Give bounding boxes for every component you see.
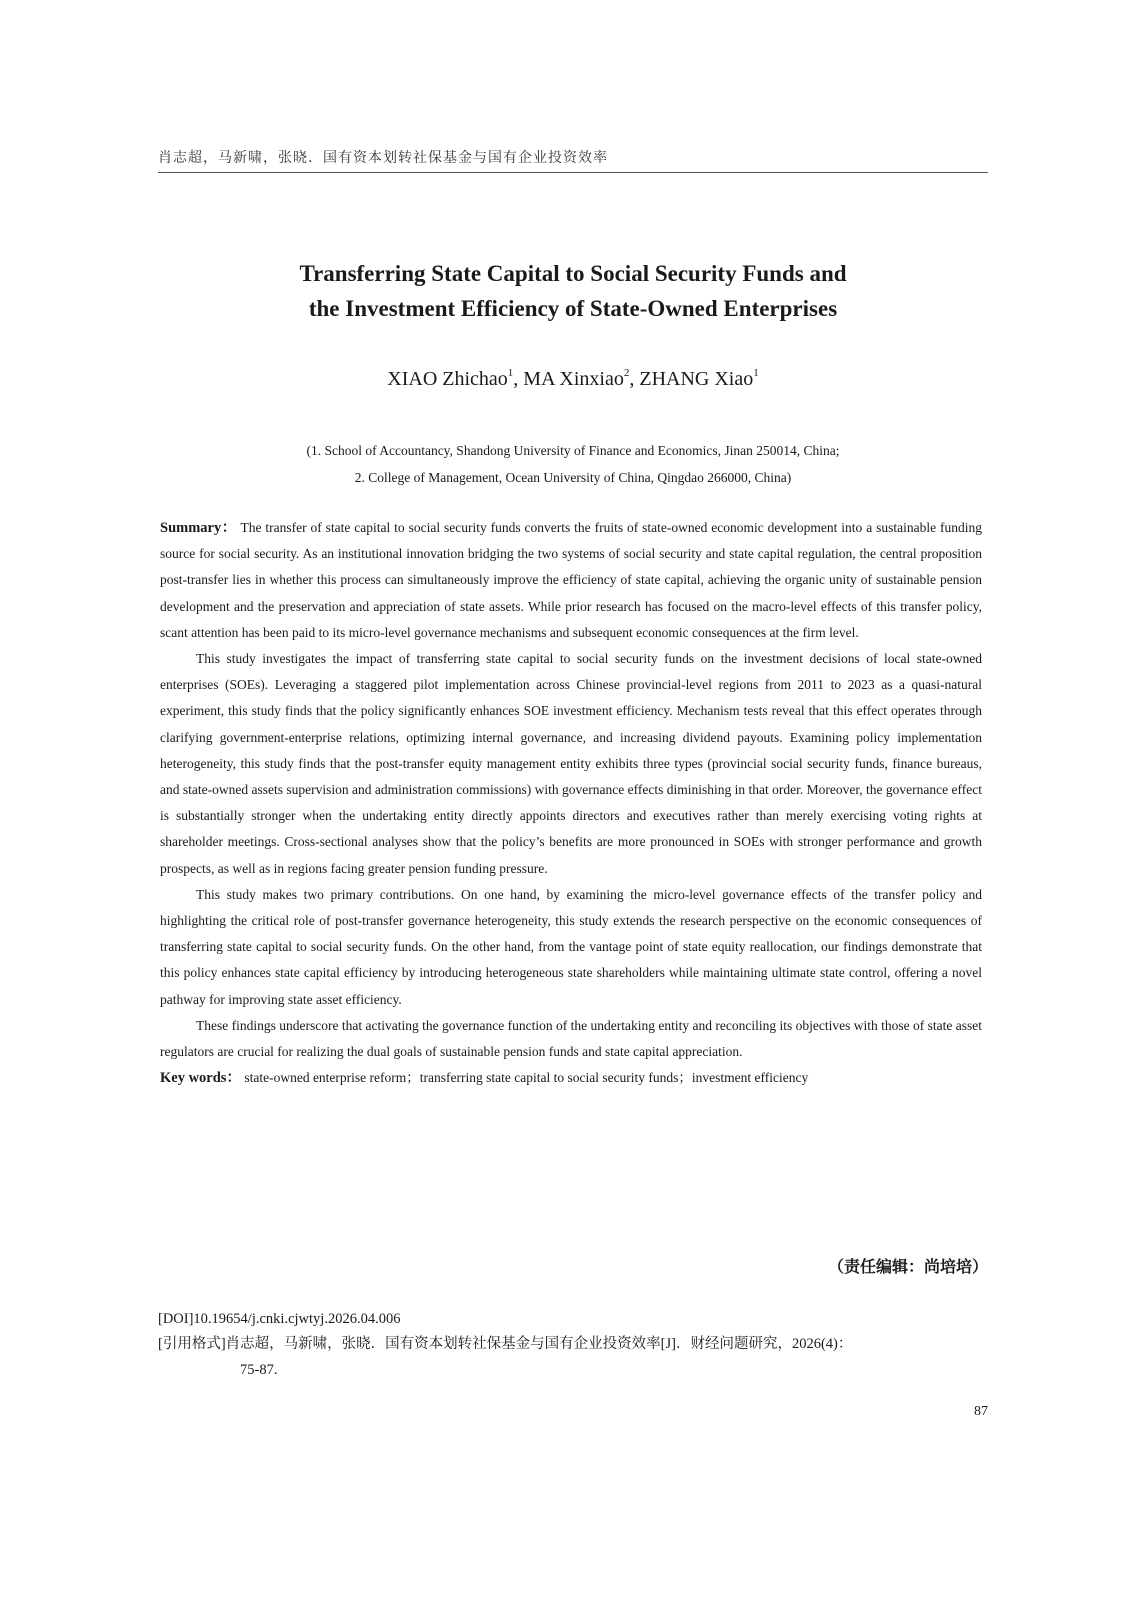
affiliation-line-1: (1. School of Accountancy, Shandong University of Finance and Economics, Jinan 250014, China; <box>306 443 840 458</box>
responsible-editor: （责任编辑：尚培培） <box>827 1257 988 1276</box>
author-affiliation-mark: 2 <box>623 367 630 379</box>
abstract-text: The transfer of state capital to social security funds converts the fruits of state-owned economic development into a sustainable funding source for social security. As an institutional innovation bridging the two systems of social security and state capital regulation, the central proposition post-transfer lies in whether this process can simultaneously improve the efficiency of state capital, achieving the organic unity of sustainable pension development and the preservation and appreciation of state assets. While prior research has focused on the macro-level effects of this transfer policy, scant attention has been paid to its micro-level governance mechanisms and subsequent economic consequences at the firm level. <box>160 520 982 640</box>
abstract-paragraph: This study investigates the impact of transferring state capital to social security funds on the investment decisions of local state-owned enterprises (SOEs). Leveraging a staggered pilot implementation across Chinese provincial-level regions from 2011 to 2023 as a quasi-natural experiment, this study finds that the policy significantly enhances SOE investment efficiency. Mechanism tests reveal that this effect operates through clarifying government-enterprise relations, optimizing internal governance, and increasing dividend payouts. Examining policy implementation heterogeneity, this study finds that the post-transfer equity management entity exhibits three types (provincial social security funds, finance bureaus, and state-owned assets supervision and administration commissions) with governance effects diminishing in that order. Moreover, the governance effect is substantially stronger when the undertaking entity directly appoints directors and executives rather than merely exercising voting rights at shareholder meetings. Cross-sectional analyses show that the policy’s benefits are more pronounced in SOEs with stronger performance and growth prospects, as well as in regions facing greater pension funding pressure. <box>160 651 982 876</box>
affiliation-line-2: 2. College of Management, Ocean University of China, Qingdao 266000, China) <box>354 470 792 485</box>
author-separator: , <box>513 368 524 390</box>
keywords <box>160 1065 982 1091</box>
abstract-paragraph <box>160 515 982 646</box>
keywords-text: state-owned enterprise reform；transferring state capital to social security funds；investment efficiency <box>244 1070 809 1086</box>
header-rule <box>158 172 988 173</box>
doi: [DOI]10.19654/j.cnki.cjwtyj.2026.04.006 <box>158 1311 401 1327</box>
author-name: ZHANG Xiao <box>639 368 754 390</box>
keywords-label: Key words： <box>160 1070 241 1087</box>
citation-line-2: 75-87. <box>240 1362 278 1378</box>
abstract <box>160 515 982 1091</box>
abstract-paragraph: These findings underscore that activating the governance function of the undertaking entity and reconciling its objectives with those of state asset regulators are crucial for realizing the dual goals of sustainable pension funds and state capital appreciation. <box>160 1017 982 1060</box>
citation-format <box>158 1331 988 1383</box>
abstract-paragraph: This study makes two primary contributions. On one hand, by examining the micro-level governance effects of the transfer policy and highlighting the critical role of post-transfer governance heterogeneity, this study extends the research perspective on the economic consequences of transferring state capital to social security funds. On the other hand, from the vantage point of state equity reallocation, our findings demonstrate that this policy enhances state capital efficiency by introducing heterogeneous state shareholders while maintaining ultimate state control, offering a novel pathway for improving state asset efficiency. <box>160 886 982 1007</box>
author-name: MA Xinxiao <box>523 368 624 390</box>
author-separator: , <box>629 368 640 390</box>
summary-label: Summary： <box>160 520 237 536</box>
author-affiliation-mark: 1 <box>507 367 514 379</box>
title-line-2: the Investment Efficiency of State-Owned Enterprises <box>308 296 838 321</box>
author-affiliation-mark: 1 <box>753 367 759 379</box>
running-header: 肖志超，马新啸，张晓．国有资本划转社保基金与国有企业投资效率 <box>158 150 608 166</box>
author-list <box>158 367 988 391</box>
page-number: 87 <box>974 1404 988 1419</box>
citation-line-1: [引用格式]肖志超，马新啸，张晓．国有资本划转社保基金与国有企业投资效率[J]．财经问题研究，2026(4)： <box>158 1336 853 1352</box>
affiliations <box>158 437 988 491</box>
title-line-1: Transferring State Capital to Social Security Funds and <box>299 261 847 286</box>
article-title <box>158 256 988 326</box>
author-name: XIAO Zhichao <box>387 368 508 390</box>
